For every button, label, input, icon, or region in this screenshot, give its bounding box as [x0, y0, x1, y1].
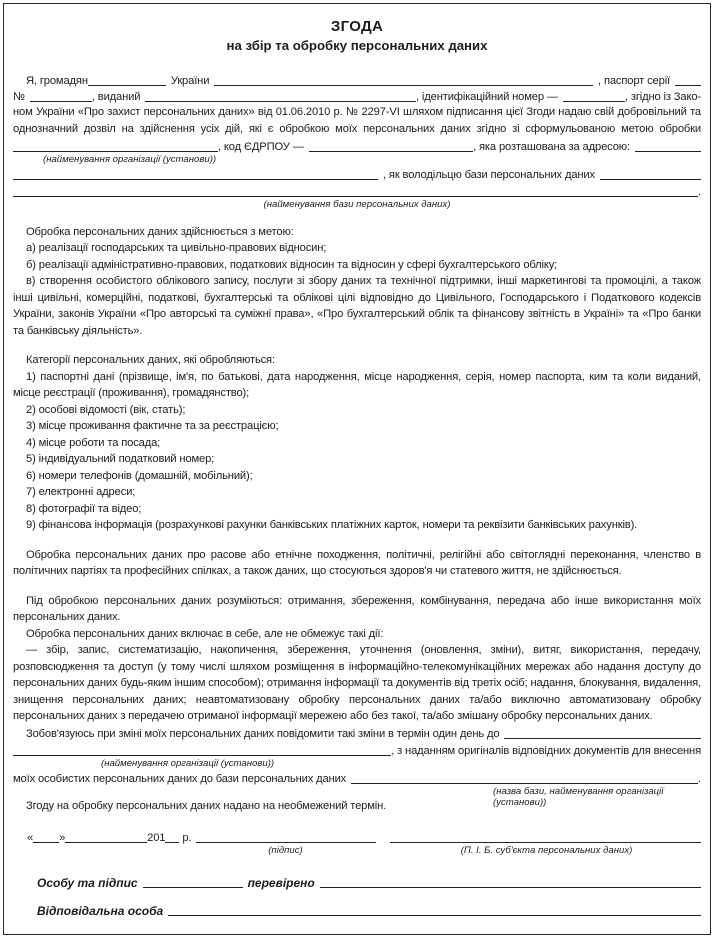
checked-by-blank [320, 887, 701, 888]
verification-checked: перевірено [247, 875, 315, 890]
intro-id-number: , ідентифікаційний номер — [416, 91, 558, 103]
signature-captions-row [13, 845, 701, 857]
responsible-person-label: Відповідальна особа [37, 904, 164, 918]
caption-full-name: (П. І. Б. суб'єкта персональних даних) [460, 845, 633, 856]
obligation-line-2 [13, 741, 701, 758]
citizen-blank [88, 85, 166, 86]
year-r: р. [182, 832, 192, 844]
category-item-7: 7) електронні адреси; [26, 486, 136, 498]
purpose-item-a: а) реалізації господарських та цивільно-правових відносин; [26, 242, 327, 254]
date-line [13, 829, 701, 846]
person-sign-blank [143, 887, 243, 888]
category-item-1: 1) паспортні дані (прізвище, ім'я, по батькові, дата народження, місце народження, серія, номер паспорта, ким та коли виданий, місце реєстрації (проживання), громадянство); [13, 370, 701, 399]
intro-line-2 [13, 88, 701, 105]
notify-org-blank [504, 738, 701, 739]
caption-row-org [13, 154, 701, 166]
obligation-section [13, 725, 701, 815]
document-subtitle: на збір та обробку персональних даних [226, 38, 488, 53]
processing-includes: Обробка персональних даних включає в себе, але не обмежує такі дії: [26, 627, 384, 640]
caption-obligation-db: (назва бази, найменування організації (установи)) [493, 786, 664, 808]
categories-heading: Категорії персональних даних, які обробляються: [26, 354, 275, 366]
caption-spacer-2 [378, 845, 392, 857]
intro-section [13, 71, 701, 211]
processing-section [13, 593, 701, 725]
notify-org-blank-2 [13, 755, 391, 756]
obligation-providing: , з наданням оригіналів відповідних документів для внесення [391, 744, 701, 757]
intro-period: . [698, 185, 701, 198]
issued-by-blank [145, 101, 416, 102]
address-continue-blank [13, 179, 378, 180]
category-item-6: 6) номери телефонів (домашній, мобільний); [26, 469, 253, 482]
intro-issued: , виданий [91, 91, 141, 103]
category-item-4: 4) місце роботи та посада; [26, 436, 161, 449]
purpose-heading: Обробка персональних даних здійснюється з метою: [26, 225, 294, 238]
category-item-5: 5) індивідуальний податковий номер; [26, 453, 215, 465]
intro-db-owner: , як володільцю бази персональних даних [383, 169, 595, 181]
caption-row-db [13, 199, 701, 211]
intro-according: , згідно із Зако- [624, 91, 701, 103]
category-item-8: 8) фотографії та відео; [26, 502, 142, 515]
responsible-person-blank [168, 915, 701, 916]
obligation-to-db: моїх особистих персональних даних до бази персональних даних [13, 773, 347, 785]
obligation-period: . [698, 773, 701, 785]
caption-signature: (підпис) [268, 845, 303, 856]
obligation-line-3 [13, 770, 701, 787]
purpose-item-v: в) створення особистого облікового запису, послуги зі збору даних та технічної підтримки, інші маркетингові та промоцілі, а також інші цивільні, комерційні, податкові, бухгалтерські та облікові цілі відповідно до Цивільного, Господарського і Податкового кодексів України, законів України «Про авторські та суміжні права», «Про бухгалтерський облік та фінансову звітність в Україні» та «Про банки та банківську діяльність». [13, 275, 701, 337]
passport-series-blank [675, 85, 701, 86]
sensitive-data-paragraph: Обробка персональних даних про расове або етнічне походження, політичні, релігійні або світоглядні переконання, членство в політичних партіях та професійних спілках, а також даних, що стосуються здоров'я чи статевого життя, не здійснюється. [13, 548, 701, 577]
month-blank [65, 842, 147, 843]
full-name-signature-blank [390, 842, 701, 843]
document-sheet [3, 3, 711, 935]
intro-passport: , паспорт серії [598, 74, 670, 87]
intro-law-text: ном України «Про захист персональних даних» від 01.06.2010 р. № 2297-VI шляхом підписання цієї Згоди надаю свій добровільний та однозначний дозвіл на здійснення усіх дій, які є обробкою моїх персональних даних згідно зі сформульованою метою обробки [13, 106, 701, 135]
obligation-notify: Зобов'язуюсь при зміні моїх персональних даних повідомити такі зміни в термін один день до [26, 728, 500, 740]
day-blank [33, 842, 59, 843]
caption-db-name: (найменування бази персональних даних) [263, 198, 451, 210]
intro-line-1 [13, 71, 701, 88]
quote-open: « [27, 832, 34, 844]
intro-number-sign: № [13, 91, 25, 103]
obligation-db-blank [351, 783, 698, 784]
processing-definition: Під обробкою персональних даних розуміються: отримання, збереження, комбінування, передача або інше використання моїх персональних даних. [13, 594, 701, 623]
db-name-blank-2 [13, 196, 698, 197]
category-item-9: 9) фінансова інформація (розрахункові рахунки банківських платіжних карток, номери та реквізити банківських рахунків). [26, 519, 638, 531]
verification-person-sign: Особу та підпис [37, 875, 138, 890]
purpose-section [13, 224, 701, 340]
edrpou-blank [309, 151, 473, 152]
purpose-item-b: б) реалізації адміністративно-правових, податкових відносин та відносин у сфері бухгалтерського обліку; [26, 258, 558, 271]
document-title: ЗГОДА [330, 18, 384, 35]
passport-number-blank [30, 101, 92, 102]
intro-line-db-full [13, 182, 701, 199]
verification-line-1 [37, 873, 701, 890]
year-blank [165, 842, 179, 843]
intro-address: , яка розташована за адресою: [473, 140, 630, 153]
signature-section [13, 829, 701, 858]
verification-line-2 [37, 902, 701, 919]
intro-edrpou: , код ЄДРПОУ — [218, 140, 304, 153]
caption-organization-name: (найменування організації (установи)) [43, 153, 217, 165]
caption-obligation-org: (найменування організації (установи)) [101, 757, 275, 769]
quote-close: » [59, 832, 66, 844]
db-name-blank [600, 179, 701, 180]
verification-section [13, 873, 701, 918]
category-item-3: 3) місце проживання фактичне та за реєстрацією; [26, 420, 279, 432]
processing-actions: — збір, запис, систематизацію, накопичення, збереження, уточнення (оновлення, зміни), витяг, використання, передачу, розповсюдження та доступ (у тому числі шляхом розміщення в інформаційно-телекомунікаційних мережах або надання доступу до персональних даних будь-яким іншим способом); отримання інформації та документів від третіх осіб; надання, блокування, видалення, знищення персональних даних; неавтоматизовану обробку персональних даних та/або виключно автоматизовану обробку персональних даних з передачею отриманої інформації мережею або без такої, та/або змішану обробку персональних даних. [13, 644, 701, 722]
address-blank [635, 151, 701, 152]
year-prefix: 201 [147, 832, 166, 844]
categories-section [13, 352, 701, 534]
caption-spacer [13, 845, 193, 857]
obligation-term: Згоду на обробку персональних даних надано на необмежений термін. [26, 800, 387, 812]
intro-country: України [170, 74, 210, 87]
obligation-line-1 [13, 725, 701, 742]
signature-blank [196, 842, 376, 843]
caption-row-obligation-org [13, 758, 701, 770]
category-item-2: 2) особові відомості (вік, стать); [26, 403, 186, 416]
intro-line-org [13, 137, 701, 154]
id-number-blank [563, 101, 625, 102]
full-name-blank [214, 85, 593, 86]
organization-blank [13, 151, 218, 152]
intro-i-am: Я, громадян [26, 74, 88, 87]
intro-line-db-owner [13, 166, 701, 183]
sensitive-data-section [13, 547, 701, 580]
